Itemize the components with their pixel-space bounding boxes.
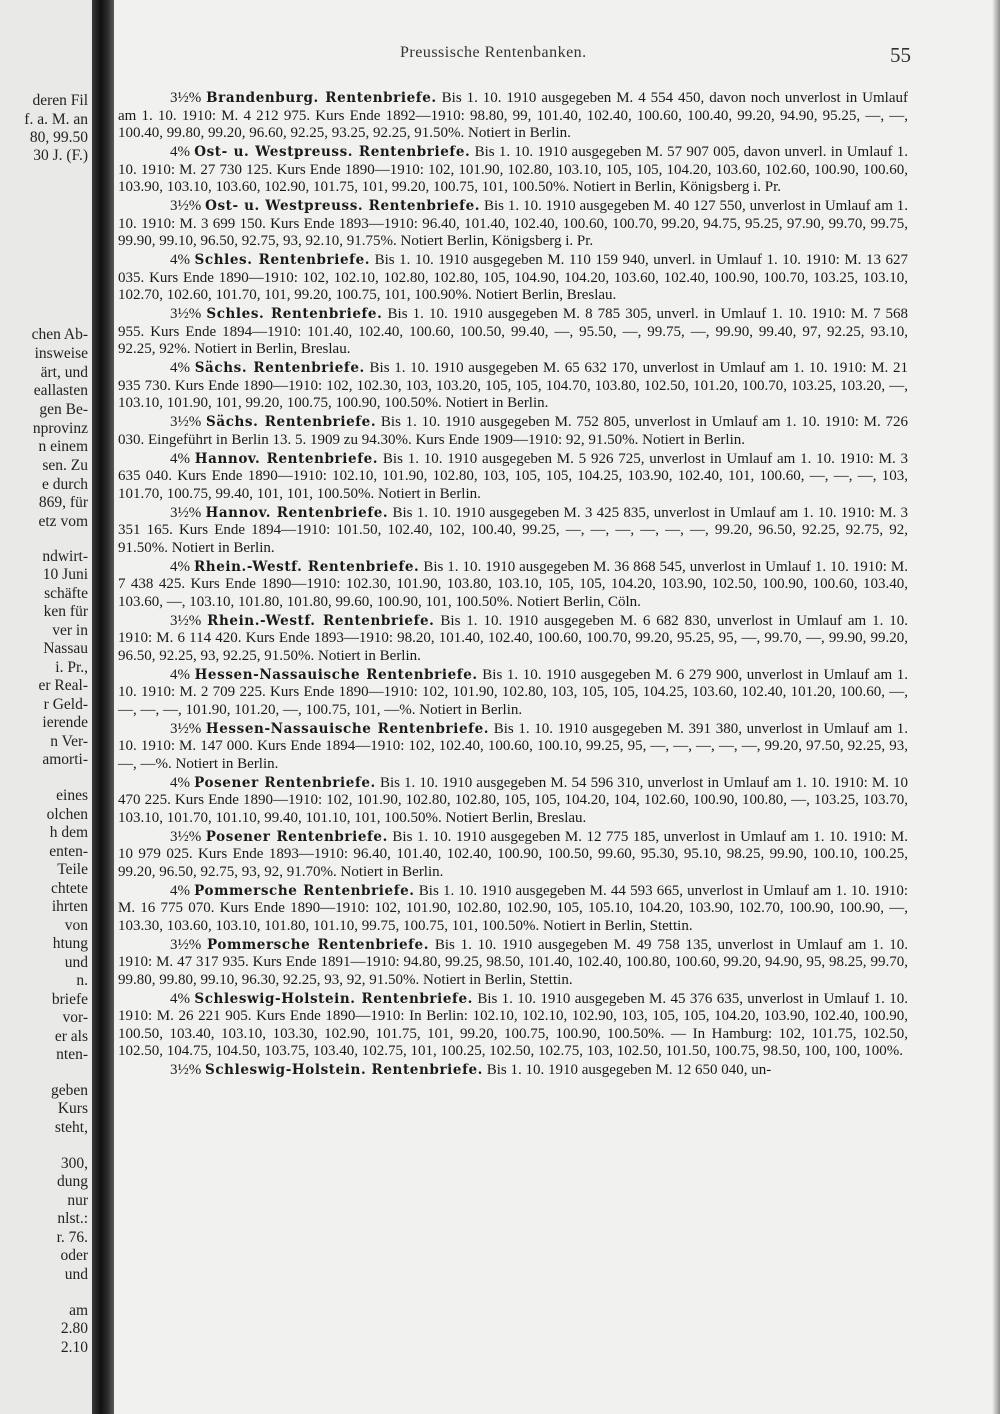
left-page-line: h dem — [49, 824, 88, 841]
rentenbrief-entry — [118, 90, 908, 143]
left-page-line: gen Be- — [39, 401, 88, 418]
interest-rate: 4% — [170, 144, 190, 160]
entry-text: Bis 1. 10. 1910 ausgegeben M. 12 650 040, un- — [486, 1062, 772, 1078]
entry-text: Bis 1. 10. 1910 ausgegeben M. 54 596 310, unverlost in Umlauf am 1. 10. 1910: M. 10 470 225. Kurs Ende 1890—1910: 102, 101.90, 102.80, 102.80, 105, 105, 104.20, 104, 102.60, 100.90, 100.80, —, 103.25, 103.70, 103.10, 101.70, 101.10, 99.40, 101.10, 101, 100.50%. Notiert Berlin, Breslau. — [118, 774, 909, 826]
entry-text: Bis 1. 10. 1910 ausgegeben M. 49 758 135, unverlost in Umlauf am 1. 10. 1910: M. 47 317 935. Kurs Ende 1891—1910: 94.80, 99.25, 98.50, 101.40, 102.40, 100.80, 100.60, 99.20, 94.90, 95, 98.25, 99.70, 99.80, 99.80, 99.10, 96.30, 92.25, 93, 92, 91.50%. Notiert in Berlin, Stettin. — [118, 936, 908, 988]
rentenbrief-entry — [118, 559, 908, 612]
rentenbrief-entry — [118, 360, 908, 413]
left-page-line: und — [64, 1266, 88, 1283]
left-page-line: geben — [50, 1082, 88, 1099]
rentenbrief-entry — [118, 414, 908, 449]
left-page-line: dung — [57, 1173, 88, 1190]
entry-title: Schleswig-Holstein. Rentenbriefe. — [194, 990, 473, 1007]
left-page-line: htung — [52, 935, 88, 952]
left-page-line: und — [64, 954, 88, 971]
interest-rate: 3½% — [170, 414, 202, 430]
entry-text: Bis 1. 10. 1910 ausgegeben M. 4 554 450, davon noch unverlost in Umlauf am 1. 10. 1910: M. 4 212 975. Kurs Ende 1892—1910: 98.80, 99, 101.40, 102.40, 100.60, 100.40, 99.20, 94.90, 95.25, —, —, 100.40, 99.80, 99.20, 96.60, 92.25, 93.25, 92.25, 91.50%. Notiert in Berlin. — [118, 90, 909, 141]
rentenbrief-entry — [118, 613, 908, 666]
rentenbrief-entry — [118, 883, 908, 936]
left-page-line: enten- — [49, 843, 88, 860]
left-page-line: Kurs — [57, 1100, 88, 1117]
entry-text: Bis 1. 10. 1910 ausgegeben M. 8 785 305, unverl. in Umlauf 1. 10. 1910: M. 7 568 955. Kurs Ende 1894—1910: 101.40, 102.40, 100.60, 100.50, 99.40, —, 95.50, —, 99.75, —, 99.90, 99.40, 97, 92.25, 93.10, 92.25, 92%. Notiert in Berlin, Breslau. — [118, 306, 909, 357]
interest-rate: 3½% — [170, 936, 202, 953]
rentenbrief-entry — [118, 198, 908, 251]
left-page-line: am — [69, 1302, 88, 1319]
rentenbrief-entry — [118, 937, 908, 990]
interest-rate: 4% — [170, 990, 190, 1007]
left-page-line: ndwirt- — [42, 548, 88, 565]
interest-rate: 4% — [170, 252, 190, 268]
interest-rate: 4% — [170, 360, 190, 376]
page — [114, 0, 1000, 1414]
left-page-line: eallasten — [33, 382, 88, 399]
entry-text: Bis 1. 10. 1910 ausgegeben M. 45 376 635, unverlost in Umlauf 1. 10. 1910: M. 26 221 905. Kurs Ende 1890—1910: In Berlin: 102.10, 102.10, 102.90, 103, 105, 105, 104.20, 103.90, 102.40, 100.90, 100.50, 103.40, 103.10, 103.30, 102.90, 101.75, 101, 99.20, 100.75, 100.90, 100.50%. — In Hamburg: 102, 101.75, 102.50, 102.50, 104.75, 104.50, 103.75, 103.40, 102.75, 101, 100.25, 102.50, 102.75, 103, 102.50, 101.50, 100.75, 98.50, 100, 100, 100%. — [118, 990, 909, 1059]
left-page-line: ärt, und — [40, 364, 88, 381]
entry-title: Rhein.-Westf. Rentenbriefe. — [193, 558, 420, 575]
rentenbrief-entry — [118, 991, 908, 1061]
interest-rate: 4% — [170, 450, 190, 467]
left-page-line: oder — [60, 1247, 88, 1264]
entry-title: Schles. Rentenbriefe. — [206, 306, 383, 322]
left-page-line: 10 Juni — [42, 566, 88, 583]
left-page-line: olchen — [46, 806, 88, 823]
left-page-line: 300, — [60, 1155, 88, 1172]
left-page-line: nprovinz — [32, 420, 88, 437]
left-page-line: chtete — [50, 880, 88, 897]
left-page-line: amorti- — [42, 751, 88, 768]
rentenbrief-entry — [118, 829, 908, 882]
entry-text: Bis 1. 10. 1910 ausgegeben M. 6 682 830, unverlost in Umlauf am 1. 10. 1910: M. 6 114 420. Kurs Ende 1893—1910: 98.20, 101.40, 102.40, 100.60, 100.70, 99.20, 95.25, 95, —, 99.70, —, 99.90, 99.20, 96.50, 92.25, 93, 92.25, 91.50%. Notiert in Berlin. — [118, 612, 908, 664]
rentenbrief-entry — [118, 306, 908, 359]
entry-text: Bis 1. 10. 1910 ausgegeben M. 44 593 665, unverlost in Umlauf am 1. 10. 1910: M. 16 775 070. Kurs Ende 1890—1910: 102, 101.90, 102.80, 102.90, 105, 105.10, 104.20, 103.90, 102.70, 100.90, 100.90, —, 103.30, 103.60, 103.10, 101.80, 101.10, 99.75, 100.75, 101, 100.50%. Notiert in Berlin, Stettin. — [118, 882, 908, 934]
entry-text: Bis 1. 10. 1910 ausgegeben M. 36 868 545, unverlost in Umlauf 1. 10. 1910: M. 7 438 425. Kurs Ende 1890—1910: 102.30, 101.90, 103.80, 103.10, 105, 105, 104.20, 103.90, 102.50, 100.90, 100.60, 103.40, 103.60, —, 103.10, 101.80, 101.80, 99.60, 100.90, 101, 100.50%. Notiert Berlin, Cöln. — [118, 558, 909, 610]
entry-title: Schles. Rentenbriefe. — [194, 252, 371, 268]
entry-title: Ost- u. Westpreuss. Rentenbriefe. — [194, 144, 471, 160]
left-page-line: 2.10 — [60, 1339, 88, 1356]
left-page-line: insweise — [34, 345, 88, 362]
left-page-line: schäfte — [44, 585, 88, 602]
left-page-line: etz vom — [38, 513, 88, 530]
interest-rate: 3½% — [170, 90, 202, 106]
left-page-line: nlst.: — [57, 1210, 88, 1227]
entry-title: Hannov. Rentenbriefe. — [194, 450, 379, 467]
left-page-line: Teile — [57, 861, 88, 878]
left-page-line: f. a. M. an — [24, 111, 88, 128]
entry-text: Bis 1. 10. 1910 ausgegeben M. 3 425 835, unverlost in Umlauf am 1. 10. 1910: M. 3 351 165. Kurs Ende 1894—1910: 101.50, 102.40, 102, 100.40, 99.25, —, —, —, —, —, —, 99.20, 96.50, 92.25, 92.75, 92, 91.50%. Notiert in Berlin. — [118, 504, 908, 556]
entry-text: Bis 1. 10. 1910 ausgegeben M. 752 805, unverlost in Umlauf am 1. 10. 1910: M. 726 030. Eingeführt in Berlin 13. 5. 1909 zu 94.30%. Kurs Ende 1909—1910: 92, 91.50%. Notiert in Berlin. — [118, 414, 908, 448]
entry-text: Bis 1. 10. 1910 ausgegeben M. 57 907 005, davon unverl. in Umlauf 1. 10. 1910: M. 27 730 125. Kurs Ende 1890—1910: 102, 101.90, 102.80, 103.10, 105, 105, 104.20, 103.60, 102.60, 100.90, 100.60, 103.90, 103.10, 103.60, 102.90, 101.75, 101, 99.20, 100.75, 101, 100.50%. Notiert in Berlin, Königsberg i. Pr. — [118, 144, 909, 195]
left-page-line: von — [64, 917, 88, 934]
interest-rate: 3½% — [170, 828, 202, 845]
entry-title: Pommersche Rentenbriefe. — [194, 882, 415, 899]
left-page-line: n einem — [38, 438, 88, 455]
left-page-line: eines — [56, 787, 88, 804]
interest-rate: 3½% — [170, 612, 202, 629]
interest-rate: 4% — [170, 882, 190, 899]
left-page-line: ihrten — [51, 898, 88, 915]
left-page-line: sen. Zu — [42, 457, 88, 474]
left-page-line: steht, — [54, 1119, 88, 1136]
entry-text: Bis 1. 10. 1910 ausgegeben M. 5 926 725, unverlost in Umlauf am 1. 10. 1910: M. 3 635 040. Kurs Ende 1890—1910: 102.10, 101.90, 102.80, 103, 105, 105, 104.25, 103.90, 102.40, 101, 100.60, —, —, —, 103, 101.70, 100.75, 99.40, 101, 101, 100.50%. Notiert in Berlin. — [118, 450, 908, 502]
left-page-line: ierende — [42, 714, 88, 731]
left-page-line: 30 J. (F.) — [33, 147, 88, 164]
book-gutter — [92, 0, 114, 1414]
entry-title: Hannov. Rentenbriefe. — [205, 504, 389, 521]
entry-list — [118, 90, 908, 1081]
entry-text: Bis 1. 10. 1910 ausgegeben M. 65 632 170, unverlost in Umlauf am 1. 10. 1910: M. 21 935 730. Kurs Ende 1890—1910: 102, 102.30, 103, 103.20, 105, 105, 104.70, 103.80, 102.50, 101.20, 100.70, 103.25, 103.20, —, 103.10, 101.90, 101, 99.20, 100.75, 100.90, 100.50%. Notiert in Berlin. — [118, 360, 909, 411]
left-page-line: ken für — [43, 603, 88, 620]
entry-title: Hessen-Nassauische Rentenbriefe. — [194, 666, 478, 683]
entry-title: Schleswig-Holstein. Rentenbriefe. — [205, 1062, 483, 1078]
entry-title: Ost- u. Westpreuss. Rentenbriefe. — [205, 198, 481, 214]
left-page-line: 80, 99.50 — [29, 129, 88, 146]
interest-rate: 3½% — [170, 306, 202, 322]
left-page-line: er Real- — [38, 677, 88, 694]
left-page-line: n Ver- — [50, 733, 88, 750]
rentenbrief-entry — [118, 667, 908, 720]
interest-rate: 4% — [170, 666, 190, 683]
left-page-line: er als — [54, 1028, 88, 1045]
rentenbrief-entry — [118, 144, 908, 197]
entry-title: Sächs. Rentenbriefe. — [194, 360, 365, 376]
interest-rate: 3½% — [170, 198, 202, 214]
left-page-line: Nassau — [43, 640, 88, 657]
rentenbrief-entry — [118, 451, 908, 504]
rentenbrief-entry — [118, 721, 908, 774]
interest-rate: 4% — [170, 774, 190, 791]
entry-title: Pommersche Rentenbriefe. — [207, 936, 430, 953]
entry-text: Bis 1. 10. 1910 ausgegeben M. 110 159 940, unverl. in Umlauf 1. 10. 1910: M. 13 627 035. Kurs Ende 1890—1910: 102, 102.10, 102.80, 102.80, 105, 104.90, 104.20, 103.60, 102.40, 100.90, 100.70, 103.25, 103.10, 102.70, 102.60, 101.70, 101, 99.20, 100.75, 101, 100.90%. Notiert Berlin, Breslau. — [118, 252, 908, 303]
left-page-line: nten- — [56, 1046, 88, 1063]
left-page-line: 2.80 — [60, 1320, 88, 1337]
left-page-line: nur — [67, 1192, 88, 1209]
left-page-line: e durch — [41, 476, 88, 493]
page-number: 55 — [890, 43, 911, 67]
entry-text: Bis 1. 10. 1910 ausgegeben M. 391 380, unverlost in Umlauf am 1. 10. 1910: M. 147 000. Kurs Ende 1894—1910: 102, 102.40, 100.60, 100.10, 99.25, 95, —, —, —, —, —, 99.20, 97.50, 92.25, 93, —, —%. Notiert in Berlin. — [118, 720, 908, 772]
left-page-line: ver in — [52, 622, 88, 639]
left-page-line: r Geld- — [43, 696, 88, 713]
rentenbrief-entry — [118, 775, 908, 828]
rentenbrief-entry — [118, 252, 908, 305]
entry-title: Posener Rentenbriefe. — [205, 828, 388, 845]
running-head: Preussische Rentenbanken. — [400, 44, 587, 61]
entry-title: Hessen-Nassauische Rentenbriefe. — [205, 720, 490, 737]
interest-rate: 3½% — [170, 1062, 202, 1078]
left-page-line: briefe — [51, 991, 88, 1008]
interest-rate: 4% — [170, 558, 190, 575]
entry-title: Posener Rentenbriefe. — [194, 774, 376, 791]
left-page-line: chen Ab- — [31, 326, 88, 343]
left-page-line: n. — [76, 972, 88, 989]
left-page-line: r. 76. — [56, 1229, 88, 1246]
entry-title: Sächs. Rentenbriefe. — [206, 414, 377, 430]
entry-text: Bis 1. 10. 1910 ausgegeben M. 40 127 550, unverlost in Umlauf am 1. 10. 1910: M. 3 699 150. Kurs Ende 1893—1910: 96.40, 101.40, 102.40, 100.60, 100.70, 99.20, 94.75, 95.25, 97.90, 99.70, 99.75, 99.90, 99.10, 96.50, 92.75, 93, 92.10, 91.75%. Notiert Berlin, Königsberg i. Pr. — [118, 198, 908, 249]
left-page-line: 869, für — [38, 494, 88, 511]
left-page-line: i. Pr., — [55, 659, 88, 676]
interest-rate: 3½% — [170, 504, 202, 521]
entry-title: Rhein.-Westf. Rentenbriefe. — [207, 612, 435, 629]
rentenbrief-entry — [118, 505, 908, 558]
entry-text: Bis 1. 10. 1910 ausgegeben M. 6 279 900, unverlost in Umlauf am 1. 10. 1910: M. 2 709 225. Kurs Ende 1890—1910: 102, 101.90, 102.80, 103, 105, 105, 104.25, 103.60, 102.40, 101.20, 100.60, —, —, —, —, 101.90, 101.20, —, 100.75, 101, —%. Notiert in Berlin. — [118, 666, 908, 718]
entry-text: Bis 1. 10. 1910 ausgegeben M. 12 775 185, unverlost in Umlauf am 1. 10. 1910: M. 10 979 025. Kurs Ende 1893—1910: 96.40, 101.40, 102.40, 100.90, 100.50, 99.60, 95.30, 95.10, 98.25, 99.90, 100.10, 100.25, 99.20, 96.50, 92.75, 93, 92, 91.70%. Notiert in Berlin. — [118, 828, 908, 880]
left-page-fragment — [0, 0, 92, 1414]
left-page-line: vor- — [62, 1009, 88, 1026]
left-page-line: deren Fil — [32, 92, 88, 109]
entry-title: Brandenburg. Rentenbriefe. — [206, 90, 437, 106]
rentenbrief-entry — [118, 1062, 908, 1080]
interest-rate: 3½% — [170, 720, 202, 737]
